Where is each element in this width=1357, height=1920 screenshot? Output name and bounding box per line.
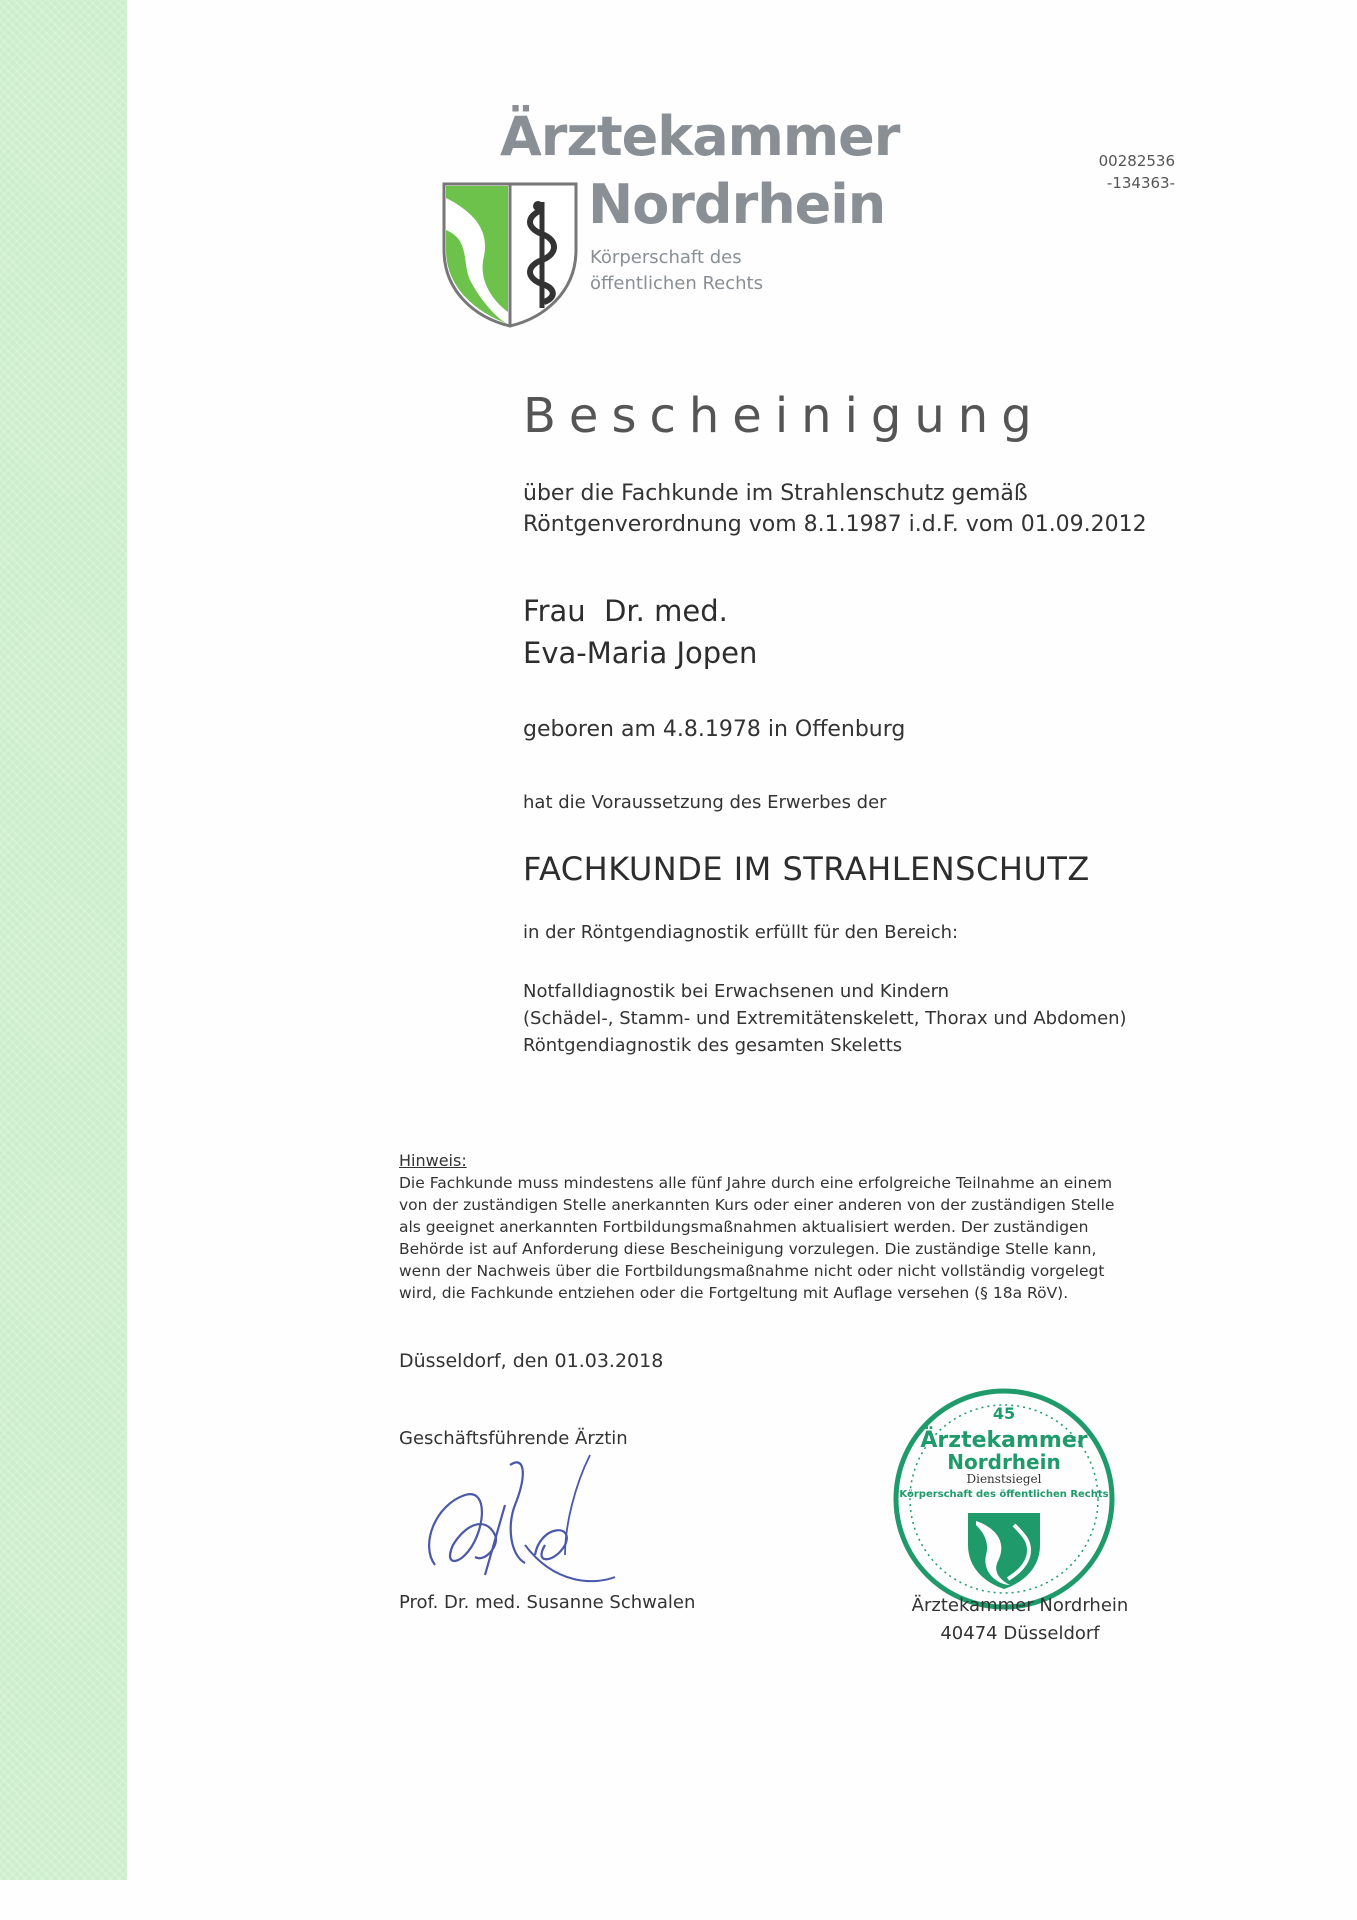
logo-subtitle-line: Körperschaft des: [590, 247, 742, 268]
chamber-logo: [440, 100, 900, 330]
intro-text: [523, 478, 1147, 540]
signatory-name: Prof. Dr. med. Susanne Schwalen: [399, 1592, 696, 1613]
seal-coat-of-arms-icon: [968, 1513, 1040, 1589]
seal-region: Nordrhein: [947, 1450, 1061, 1474]
recipient-salutation: Frau Dr. med.: [523, 594, 728, 628]
area-intro: in der Röntgendiagnostik erfüllt für den Bereich:: [523, 922, 959, 943]
document-number-line: 00282536: [1098, 152, 1175, 170]
seal-subtitle: Körperschaft des öffentlichen Rechts: [899, 1489, 1109, 1500]
official-seal: [890, 1385, 1118, 1613]
area-item: (Schädel-, Stamm- und Extremitätenskelett, Thorax und Abdomen): [523, 1008, 1127, 1029]
recipient-name: Eva-Maria Jopen: [523, 636, 758, 670]
notice-line: Behörde ist auf Anforderung diese Bescheinigung vorzulegen. Die zuständige Stelle kann,: [399, 1240, 1097, 1258]
intro-line: Röntgenverordnung vom 8.1.1987 i.d.F. vom 01.09.2012: [523, 512, 1147, 537]
seal-number: 45: [992, 1404, 1016, 1423]
area-item: Notfalldiagnostik bei Erwachsenen und Kindern: [523, 981, 950, 1002]
security-border-strip: [0, 0, 127, 1880]
logo-subtitle-line: öffentlichen Rechts: [590, 273, 763, 294]
logo-title: Ärztekammer: [500, 105, 900, 168]
document-title: Bescheinigung: [523, 388, 1045, 444]
issuer-city: 40474 Düsseldorf: [940, 1623, 1100, 1644]
document-number: [1075, 150, 1175, 194]
birth-info: geboren am 4.8.1978 in Offenburg: [523, 717, 906, 742]
seal-type: Dienstsiegel: [966, 1472, 1042, 1486]
recipient-block: [523, 590, 757, 674]
place-date: Düsseldorf, den 01.03.2018: [399, 1350, 664, 1372]
document-number-line: -134363-: [1106, 174, 1175, 192]
notice-block: [399, 1150, 1179, 1304]
qualification-heading: FACHKUNDE IM STRAHLENSCHUTZ: [523, 850, 1090, 888]
requirement-text: hat die Voraussetzung des Erwerbes der: [523, 792, 887, 813]
signatory-role: Geschäftsführende Ärztin: [399, 1428, 628, 1449]
notice-heading: Hinweis:: [399, 1151, 467, 1170]
coat-of-arms-icon: [440, 180, 580, 330]
logo-subtitle: [590, 245, 763, 297]
notice-line: wird, die Fachkunde entziehen oder die Fortgeltung mit Auflage versehen (§ 18a RöV).: [399, 1284, 1069, 1302]
logo-title-region: Nordrhein: [588, 173, 886, 236]
intro-line: über die Fachkunde im Strahlenschutz gemäß: [523, 481, 1028, 506]
signature-image: [415, 1445, 625, 1585]
issuer-address: [900, 1592, 1140, 1648]
notice-line: wenn der Nachweis über die Fortbildungsmaßnahme nicht oder nicht vollständig vorgelegt: [399, 1262, 1105, 1280]
notice-line: Die Fachkunde muss mindestens alle fünf Jahre durch eine erfolgreiche Teilnahme an einem: [399, 1174, 1113, 1192]
notice-line: als geeignet anerkannten Fortbildungsmaßnahmen aktualisiert werden. Der zuständigen: [399, 1218, 1089, 1236]
area-list: [523, 978, 1127, 1059]
issuer-name: Ärztekammer Nordrhein: [911, 1595, 1129, 1616]
seal-title: Ärztekammer: [920, 1428, 1088, 1453]
notice-line: von der zuständigen Stelle anerkannten Kurs oder einer anderen von der zuständigen Stelle: [399, 1196, 1115, 1214]
area-item: Röntgendiagnostik des gesamten Skeletts: [523, 1035, 903, 1056]
